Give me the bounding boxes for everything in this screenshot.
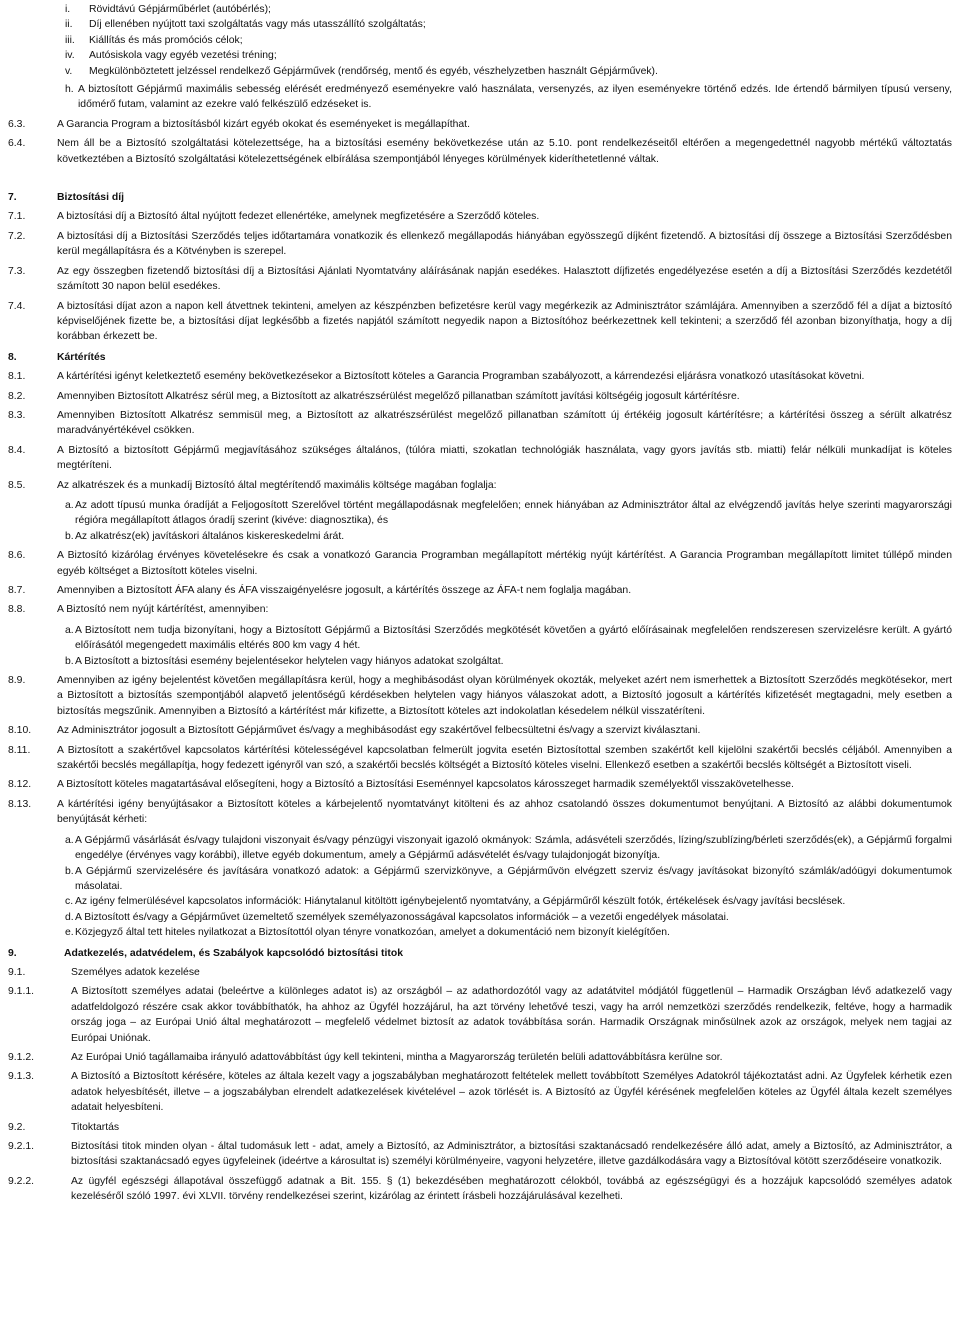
sub-item: a. Az adott típusú munka óradíját a Feljogosított Szerelővel történt megállapodásnak megfelelően; ennek hiányában az Adminisztrátor által az elvégzendő javítás helye szerinti magyarországi régióra megállapított átlagos óradíj szerint (kivéve: diagnosztika), és <box>65 499 952 527</box>
clause: 7.2. A biztosítási díj a Biztosítási Szerződés teljes időtartamára vonatkozik és ellenkező megállapodás hiányában egyösszegű díjként fizetendő. A biztosítási díj összege a Biztosítási Szerződésben kerül megállapításra és a Kötvényben is szerepel. <box>8 230 952 258</box>
section-7-heading: 7. Biztosítási díj <box>8 192 124 204</box>
section-9-heading: 9. Adatkezelés, adatvédelem, és Szabályok kapcsolódó biztosítási titok <box>8 947 403 959</box>
clause: 8.6. A Biztosító kizárólag érvényes követelésekre és csak a vonatkozó Garancia Programban megállapított mértékig nyújt kártérítést. A Garancia Programban megállapított limitet túllépő minden egyéb költséget a Biztosított köteles viselni. <box>8 550 952 577</box>
clause: 9.1.3. A Biztosító a Biztosított kérésére, köteles az általa kezelt vagy a jogszabályban meghatározott feltételek mellett továbbított Személyes Adatokról tájékoztatást adni. Az Ügyfelek kérhetik ezen adatok helyesbítését, illetve – a jogszabályban elrendelt adatkezelések kivételével – azok törlését is. A Biztosító az Ügyfél kérésének megfelelően köteles az Ügyfél általa kezelt személyes adatait helyesbíteni. <box>8 1071 952 1114</box>
sub-item: b. A Gépjármű szervizelésére és javítására vonatkozó adatok: a Gépjármű szervizkönyve, a Gépjárművön elvégzett szerviz és/vagy javításokat bizonyító számlák/adóügyi dokumentumok másolatai. <box>65 865 952 892</box>
clause: 8.13. A kártérítési igény benyújtásakor a Biztosított köteles a kárbejelentő nyomtatványt kitölteni és az ahhoz csatolandó összes dokumentumot benyújtani. A Biztosító az alábbi dokumentumok benyújtását kérheti: <box>8 798 952 826</box>
list-item: i. Rövidtávú Gépjárműbérlet (autóbérlés); <box>65 4 271 15</box>
clause: 8.2. Amennyiben Biztosított Alkatrész sérül meg, a Biztosított az alkatrészsérülést megelőző pillanatban számított javítási költségéig jogosult kártérítésre. <box>8 390 740 402</box>
clause: 7.1. A biztosítási díj a Biztosító által nyújtott fedezet ellenértéke, amelynek megfizetésére a Szerződő köteles. <box>8 211 540 223</box>
clause: 8.4. A Biztosító a biztosított Gépjármű megjavításához szükséges általános, (túlóra miatti, szokatlan technológiák használata, vagy gyors javítás stb. miatti) felár nélküli munkadíjat is köteles megtéríteni. <box>8 444 952 472</box>
clause: 8.8. A Biztosító nem nyújt kártérítést, amennyiben: <box>8 604 269 616</box>
clause: 7.3. Az egy összegben fizetendő biztosítási díj a Biztosítási Ajánlati Nyomtatvány aláírásának napján esedékes. Halasztott díjfizetés engedélyezése esetén a díj a Biztosítási Szerződés kezdetétől számított 30 napon belül esedékes. <box>8 265 952 293</box>
sub-item: b. A Biztosított a biztosítási esemény bejelentésekor helytelen vagy hiányos adatokat szolgáltat. <box>65 655 504 667</box>
list-item: iv. Autósiskola vagy egyéb vezetési tréning; <box>65 50 277 62</box>
clause: 8.3. Amennyiben Biztosított Alkatrész semmisül meg, a Biztosított az alkatrészsérülést megelőző pillanatban számított új értékéig jogosult kártérítésre; a kártérítési összeg a sérült alkatrész maradványértékével csökken. <box>8 409 952 437</box>
item-h: h. A biztosított Gépjármű maximális sebesség elérését eredményező eseményekre való használata, versenyzés, az ilyen eseményekre történő edzés. Ide értendő bármilyen típusú verseny, időmérő futam, valamint az ezekre való felkészülő edzéseket is. <box>65 84 952 111</box>
subsection-9-2-heading: 9.2. Titoktartás <box>8 1121 120 1133</box>
clause: 9.1.1. A Biztosított személyes adatai (beleértve a különleges adatot is) az országból – az adathordozótól vagy az adatátvitel módjától függetlenül – Harmadik Országban lévő adatkezelő vagy adatfeldolgozó részére csak akkor továbbíthatók, ha ahhoz az Ügyfél hozzájárul, ha azt törvény lehetővé teszi, vagy ha arról nemzetközi szerződés rendelkezik, feltéve, hogy a harmadik ország joga – az Európai Unió által meghatározott – megfelelő védelmet biztosít az adatok továbbítása során. Harmadik Országnak minősülnek azok az országok, melyek nem tagjai az Európai Uniónak. <box>8 986 952 1044</box>
sub-item: b. Az alkatrész(ek) javításkori általános kiskereskedelmi árát. <box>65 530 345 542</box>
sub-item: a. A Gépjármű vásárlását és/vagy tulajdoni viszonyait és/vagy pénzügyi viszonyait igazoló okmányok: Számla, adásvételi szerződés, lízing/szublízing/bérleti szerződés(ek), a Gépjármű forgalmi engedélye (érvényes vagy korábbi), illetve egyéb dokumentum, amely a Gépjármű adásvételét és/vagy tulajdonjogát bizonyítja. <box>65 834 952 862</box>
list-item: iii. Kiállítás és más promóciós célok; <box>65 34 243 46</box>
clause: 9.2.1. Biztosítási titok minden olyan - által tudomásuk lett - adat, amely a Biztosító, az Adminisztrátor, a biztosítási szaktanácsadó rendelkezésére álló adat, amely a Biztosító, az Adminisztrátor, a biztosítási szaktanácsadó egyes ügyfeleinek (ideértve a károsultat is) személyi körülményeire, vagyoni helyzetére, illetve gazdálkodására vagy a Biztosítóval kötött szerződéseire vonatkozik. <box>8 1141 952 1168</box>
clause: 8.7. Amennyiben a Biztosított ÁFA alany és ÁFA visszaigényelésre jogosult, a kártérítés összege az ÁFA-t nem foglalja magában. <box>8 585 632 596</box>
sub-item: a. A Biztosított nem tudja bizonyítani, hogy a Biztosított Gépjármű a Biztosítási Szerződés megkötését követően a gyártó előírásainak megfelelően rendszeresen szervizelésre került. A gyártó előírásától megengedett maximális eltérés 800 km vagy 4 hét. <box>65 624 952 652</box>
section-8-heading: 8. Kártérítés <box>8 351 106 363</box>
clause-6-4: 6.4. Nem áll be a Biztosító szolgáltatási kötelezettsége, ha a biztosítási esemény bekövetkezése után az 5.10. pont rendelkezéseitől eltérően a megengedettnél nagyobb mértékű változtatás következtében a Biztosító szolgáltatási kötelezettségének elbírálása szempontjából lényeges körülmények kideríthetetlenné váltak. <box>8 138 952 165</box>
clause: 8.10. Az Adminisztrátor jogosult a Biztosított Gépjárművet és/vagy a meghibásodást egy szakértővel felbecsültetni és/vagy a szervizt kiválasztani. <box>8 725 701 737</box>
list-item: ii. Díj ellenében nyújtott taxi szolgáltatás vagy más utasszállító szolgáltatás; <box>65 19 426 31</box>
top-roman-list <box>8 2 952 79</box>
clause: 8.1. A kártérítési igényt keletkeztető esemény bekövetkezésekor a Biztosított köteles a Garancia Programban szabályozott, a kárrendezési eljárásra vonatkozó utasításokat követni. <box>8 371 865 383</box>
subsection-9-1-heading: 9.1. Személyes adatok kezelése <box>8 966 200 978</box>
clause: 8.9. Amennyiben az igény bejelentést követően megállapításra kerül, hogy a meghibásodást olyan körülmények okozták, melyeket azért nem ismerhettek a Biztosított Szerződés megkötésekor, mert a Biztosított a biztosítás szempontjából alapvető jelentőségű kérdésekben helytelen vagy hiányos válaszokat adott, a Biztosító jogosult a kártérítés kifizetését megtagadni, mely esetben a biztosítás megszűnik. Amennyiben a Biztosító a kártérítést már kifizette, a Biztosított köteles azt indokolatlan késedelem nélkül visszatéríteni. <box>8 675 952 717</box>
clause: 7.4. A biztosítási díjat azon a napon kell átvettnek tekinteni, amelyen az készpénzben befizetésre kerül vagy megérkezik az Adminisztrátor számlájára. Amennyiben a szerződő fél a díjat a biztosító képviselőjének fizette be, a biztosítási díjat legkésőbb a fizetés napjától számított negyedik napon a Biztosítóhoz beérkezettnek kell tekinteni; a szerződő fél azonban bizonyíthatja, hogy a díj korábban érkezett be. <box>8 300 952 343</box>
sub-item: e. Közjegyző által tett hiteles nyilatkozat a Biztosítottól olyan tényre vonatkozóan, amelyet a dokumentáció nem bizonyít kielégítően. <box>65 927 670 939</box>
clause: 9.1.2. Az Európai Unió tagállamaiba irányuló adattovábbítást úgy kell tekinteni, mintha a Magyarország területén belüli adattovábbításra kerülne sor. <box>8 1051 723 1063</box>
list-item: v. Megkülönböztetett jelzéssel rendelkező Gépjárművek (rendőrség, mentő és egyéb, vészhelyzetben használt Gépjárművek). <box>65 65 658 77</box>
clause: 8.11. A Biztosított a szakértővel kapcsolatos kártérítési kötelességével kapcsolatban felmerült jogvita esetén Biztosítottal szemben szakértőt kell kijelölni szakértői becslés céljából. Amennyiben a szakértői becslés megállapítja, hogy fedezett igényről van szó, a szakértői becslés költségét a Biztosító köteles viselni. Ellenkező esetben a szakértői becslés költségét a Biztosított viseli. <box>8 744 952 772</box>
clause: 8.5. Az alkatrészek és a munkadíj Biztosító által megtérítendő maximális költsége magában foglalja: <box>8 479 497 491</box>
clause-6-3: 6.3. A Garancia Program a biztosításból kizárt egyéb okokat és eseményeket is megállapíthat. <box>8 118 470 130</box>
clause: 8.12. A Biztosított köteles magatartásával elősegíteni, hogy a Biztosító a Biztosítási Eseménnyel kapcsolatos károsszeget harmadik személyektől visszakövetelhesse. <box>8 779 794 791</box>
sub-item: d. A Biztosított és/vagy a Gépjárművet üzemeltető személyek személyazonosságával kapcsolatos információk – a vezetői engedélyek másolatai. <box>65 911 729 923</box>
clause: 9.2.2. Az ügyfél egészségi állapotával összefüggő adatnak a Bit. 155. § (1) bekezdésében meghatározott célokból, továbbá az egészségügyi és a hozzájuk kapcsolódó személyes adatok kezeléséről szóló 1997. évi XLVII. törvény rendelkezései szerint, kizárólag az érintett írásbeli hozzájárulásával kezelheti. <box>8 1175 952 1203</box>
sub-item: c. Az igény felmerülésével kapcsolatos információk: Hiánytalanul kitöltött igénybejelentő nyomtatvány, a Gépjárműről készült fotók, értékelések és/vagy javítási becslések. <box>65 896 846 908</box>
